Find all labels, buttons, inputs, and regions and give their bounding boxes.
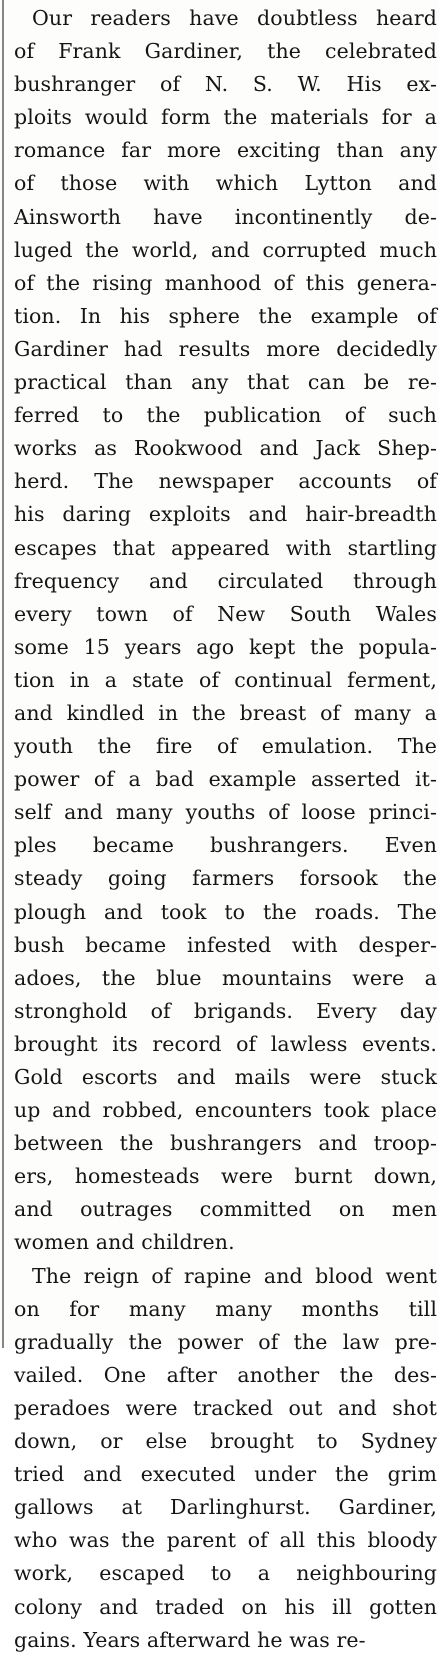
article-line: steady going farmers forsook the <box>14 866 437 891</box>
article-line: on for many many months till <box>14 1296 437 1321</box>
article-line: adoes, the blue mountains were a <box>14 965 437 990</box>
article-line: plough and took to the roads. The <box>14 899 437 924</box>
article-line: ferred to the publication of such <box>14 403 437 428</box>
article-line: bush became infested with desper- <box>14 932 437 957</box>
article-line: romance far more exciting than any <box>14 138 437 163</box>
article-line: gradually the power of the law pre- <box>14 1329 437 1354</box>
article-line: women and children. <box>14 1230 235 1255</box>
article-line: of the rising manhood of this genera- <box>14 270 437 295</box>
article-line: colony and traded on his ill gotten <box>14 1594 437 1619</box>
article-line: practical than any that can be re- <box>14 370 437 395</box>
article-line: ploits would form the materials for a <box>14 105 437 130</box>
article-line: escapes that appeared with startling <box>14 535 437 560</box>
article-line: gallows at Darlinghurst. Gardiner, <box>14 1495 437 1520</box>
column-rule <box>2 0 4 1348</box>
article-line: tried and executed under the grim <box>14 1462 437 1487</box>
article-line: and kindled in the breast of many a <box>14 700 437 725</box>
article-line: bushranger of N. S. W. His ex- <box>14 72 437 97</box>
article-line: The reign of rapine and blood went <box>32 1263 437 1288</box>
article-line: down, or else brought to Sydney <box>14 1429 437 1454</box>
article-line: self and many youths of loose princi- <box>14 800 437 825</box>
article-line: tion. In his sphere the example of <box>14 303 437 328</box>
article-line: youth the fire of emulation. The <box>14 734 437 759</box>
article-line: vailed. One after another the des- <box>14 1362 437 1387</box>
article-line: of those with which Lytton and <box>14 171 437 196</box>
article-line: Gardiner had results more decidedly <box>14 336 437 361</box>
article-line: some 15 years ago kept the popula- <box>14 634 437 659</box>
article-line: gains. Years afterward he was re- <box>14 1627 366 1652</box>
article-line: ers, homesteads were burnt down, <box>14 1164 437 1189</box>
article-line: brought its record of lawless events. <box>14 1031 437 1056</box>
article-line: Ainsworth have incontinently de- <box>14 204 437 229</box>
article-line: every town of New South Wales <box>14 601 437 626</box>
article-line: of Frank Gardiner, the celebrated <box>14 39 437 64</box>
article-line: his daring exploits and hair-breadth <box>14 502 437 527</box>
article-line: peradoes were tracked out and shot <box>14 1395 437 1420</box>
article-line: Our readers have doubtless heard <box>32 6 437 30</box>
article-line: who was the parent of all this bloody <box>14 1528 437 1553</box>
article-body <box>14 2 437 1657</box>
article-line: luged the world, and corrupted much <box>14 237 437 262</box>
article-line: stronghold of brigands. Every day <box>14 998 437 1023</box>
article-line: herd. The newspaper accounts of <box>14 469 437 494</box>
article-line: tion in a state of continual ferment, <box>14 667 437 692</box>
article-line: works as Rookwood and Jack Shep- <box>14 436 437 461</box>
article-line: ples became bushrangers. Even <box>14 833 437 858</box>
article-line: and outrages committed on men <box>14 1197 437 1222</box>
article-line: up and robbed, encounters took place <box>14 1098 437 1123</box>
article-line: Gold escorts and mails were stuck <box>14 1065 437 1089</box>
article-line: power of a bad example asserted it- <box>14 767 437 792</box>
article-line: frequency and circulated through <box>14 568 437 593</box>
article-line: between the bushrangers and troop- <box>14 1131 437 1156</box>
article-line: work, escaped to a neighbouring <box>14 1561 437 1586</box>
